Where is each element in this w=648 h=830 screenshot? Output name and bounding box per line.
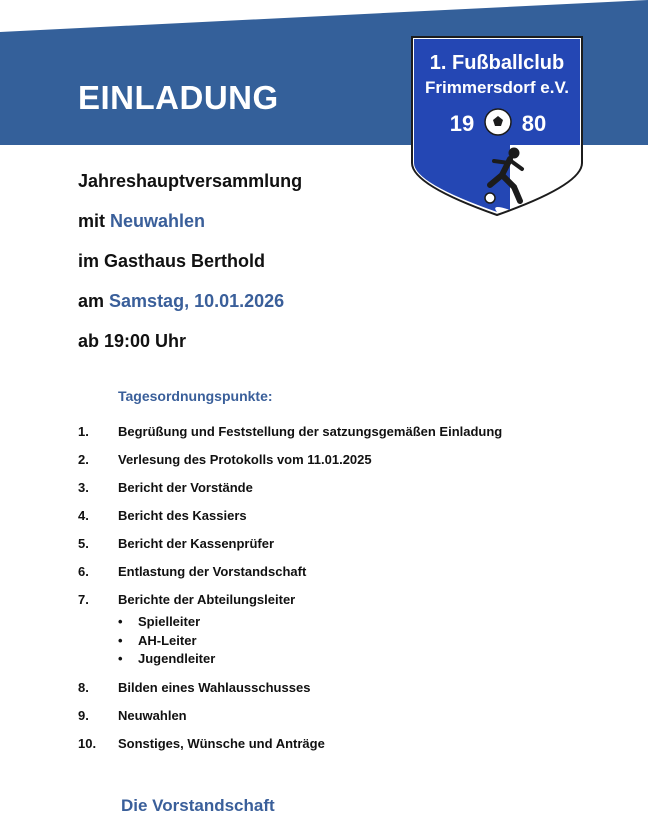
intro-line-4: am Samstag, 10.01.2026 [78, 291, 285, 311]
agenda-item: 7. Berichte der Abteilungsleiter [78, 592, 296, 607]
intro-line-1: Jahreshauptversammlung [78, 171, 303, 191]
agenda-item: 5. Bericht der Kassenprüfer [78, 536, 275, 551]
agenda-sub-list [78, 613, 618, 669]
agenda-item: 4. Bericht des Kassiers [78, 508, 247, 523]
agenda-item: 10. Sonstiges, Wünsche und Anträge [78, 735, 325, 751]
invitation-details [78, 166, 302, 366]
agenda-item: 3. Bericht der Vorstände [78, 480, 253, 495]
agenda-item: 9. Neuwahlen [78, 707, 187, 723]
agenda-item: 2. Verlesung des Protokolls vom 11.01.2025 [78, 452, 372, 467]
intro-line-2: mit Neuwahlen [78, 211, 206, 231]
signature: Die Vorstandschaft [121, 796, 275, 815]
crest-line2: Frimmersdorf e.V. [425, 78, 569, 97]
sub-list-item: • AH-Leiter [118, 632, 197, 648]
agenda-item: 6. Entlastung der Vorstandschaft [78, 564, 307, 579]
crest-year-left: 19 [449, 111, 475, 136]
crest-line1: 1. Fußballclub [429, 52, 565, 74]
agenda-item: 1. Begrüßung und Feststellung der satzungsgemäßen Einladung [78, 424, 503, 439]
soccer-ball-icon [485, 109, 511, 135]
page-title: EINLADUNG [78, 79, 279, 116]
crest-year-right: 80 [521, 111, 547, 136]
club-crest-logo [410, 35, 584, 217]
agenda-heading: Tagesordnungspunkte: [118, 388, 273, 404]
sub-list-item: • Jugendleiter [118, 651, 216, 666]
intro-line-3: im Gasthaus Berthold [78, 251, 266, 271]
agenda-item: 8. Bilden eines Wahlausschusses [78, 679, 311, 695]
sub-list-item: • Spielleiter [118, 614, 201, 629]
agenda-list [78, 421, 618, 761]
intro-line-5: ab 19:00 Uhr [78, 331, 187, 351]
